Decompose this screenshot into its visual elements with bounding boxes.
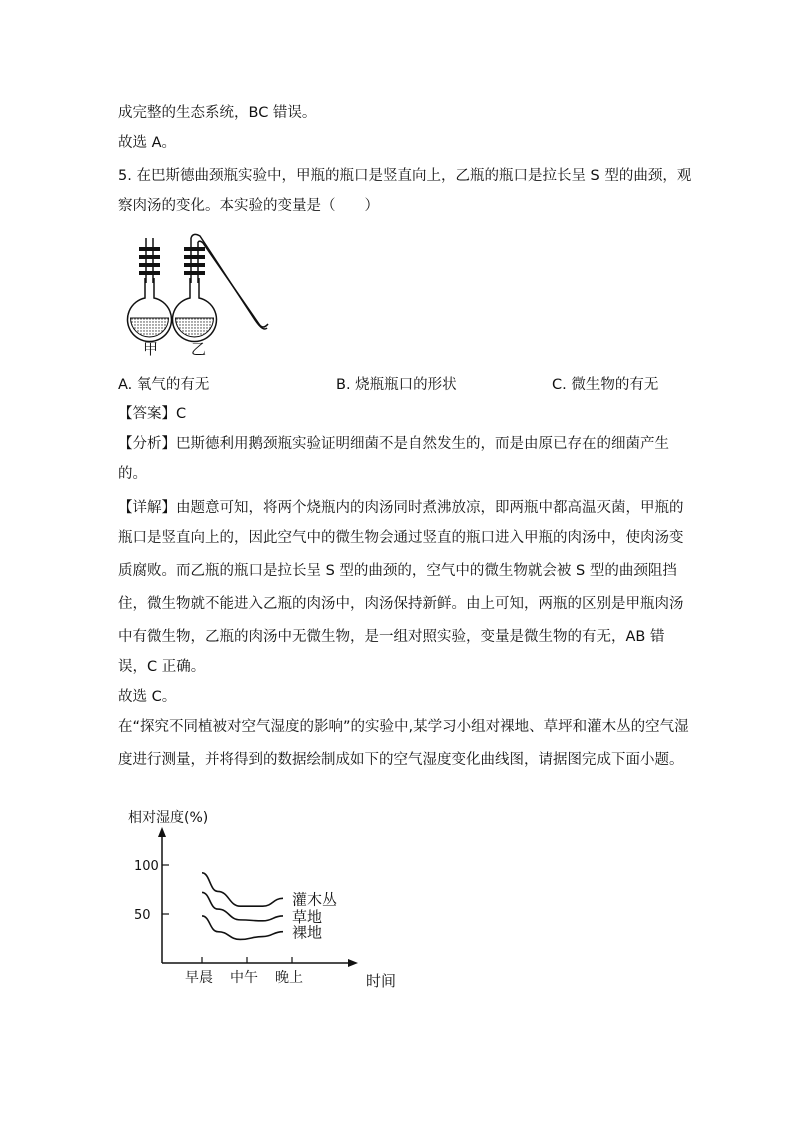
series-label: 灌木丛 [292,890,338,909]
choose-c-line: 故选 C。 [118,689,177,705]
chart-xlabel: 时间 [366,972,397,990]
y-tick-label: 100 [134,859,159,874]
series-line [202,873,283,906]
detail-line-3: 质腐败。而乙瓶的瓶口是拉长呈 S 型的曲颈的，空气中的微生物就会被 S 型的曲颈阻挡 [118,563,677,579]
x-tick-label: 早晨 [185,970,213,986]
analysis-line-1: 【分析】巴斯德利用鹅颈瓶实验证明细菌不是自然发生的，而是由原已存在的细菌产生 [118,436,669,452]
series-label: 草地 [292,907,323,926]
text-line-1: 成完整的生态系统，BC 错误。 [118,105,317,121]
detail-line-6: 误，C 正确。 [118,659,206,675]
y-tick-label: 50 [134,908,151,923]
x-tick-label: 中午 [230,970,258,986]
option-a: A. 氧气的有无 [118,377,210,393]
detail-line-4: 住，微生物就不能进入乙瓶的肉汤中，肉汤保持新鲜。由上可知，两瓶的区别是甲瓶肉汤 [118,596,684,612]
question-5-line-1: 5. 在巴斯德曲颈瓶实验中，甲瓶的瓶口是竖直向上，乙瓶的瓶口是拉长呈 S 型的曲颈，观 [118,168,692,184]
intro-line-1: 在“探究不同植被对空气湿度的影响”的实验中,某学习小组对裸地、草坪和灌木丛的空气湿 [118,719,689,735]
flask-label-yi: 乙 [191,340,207,358]
x-tick-label: 晚上 [275,970,303,986]
series-label: 裸地 [292,923,323,942]
chart-series [202,873,337,942]
option-c: C. 微生物的有无 [552,377,659,393]
y-axis-arrow [158,827,166,837]
intro-line-2: 度进行测量，并将得到的数据绘制成如下的空气湿度变化曲线图，请据图完成下面小题。 [118,752,684,768]
analysis-line-2: 的。 [118,466,147,482]
text-line-2: 故选 A。 [118,135,177,151]
detail-line-1: 【详解】由题意可知，将两个烧瓶内的肉汤同时煮沸放凉，即两瓶中都高温灭菌，甲瓶的 [118,500,684,516]
chart-ticks [134,859,303,986]
x-axis-arrow [348,959,358,967]
flask-label-jia: 甲 [143,340,159,358]
detail-line-5: 中有微生物，乙瓶的肉汤中无微生物，是一组对照实验，变量是微生物的有无，AB 错 [118,629,665,645]
answer-line: 【答案】C [118,406,187,422]
question-5-line-2: 察肉汤的变化。本实验的变量是（ ） [118,198,379,214]
option-b: B. 烧瓶瓶口的形状 [336,377,457,393]
chart-ylabel: 相对湿度(%) [128,810,209,826]
detail-line-2: 瓶口是竖直向上的，因此空气中的微生物会通过竖直的瓶口进入甲瓶的肉汤中，使肉汤变 [118,530,684,546]
